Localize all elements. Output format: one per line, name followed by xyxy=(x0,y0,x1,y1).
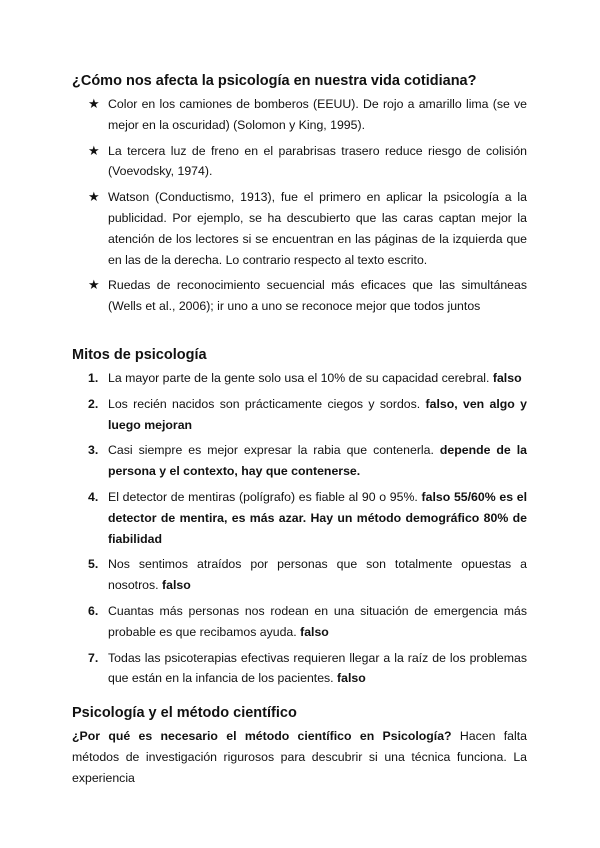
myth-item xyxy=(72,440,527,482)
myth-text: Los recién nacidos son prácticamente ciegos y sordos. xyxy=(108,396,421,411)
myth-item xyxy=(72,487,527,549)
list-item-text: Color en los camiones de bomberos (EEUU). De rojo a amarillo lima (se ve mejor en la oscuridad) (Solomon y King, 1995). xyxy=(108,97,527,132)
myth-item xyxy=(72,601,527,643)
myth-number: 6. xyxy=(88,603,99,618)
myth-text: Nos sentimos atraídos por personas que son totalmente opuestas a nosotros. xyxy=(108,557,527,593)
list-item-text: La tercera luz de freno en el parabrisas trasero reduce riesgo de colisión (Voevodsky, 1974). xyxy=(108,143,527,179)
list-item xyxy=(72,275,527,317)
scientific-method-paragraph xyxy=(72,726,527,789)
list-item-text: Ruedas de reconocimiento secuencial más eficaces que las simultáneas (Wells et al., 2006); ir uno a uno se reconoce mejor que todos juntos xyxy=(108,278,527,314)
section-heading-daily-life: ¿Cómo nos afecta la psicología en nuestra vida cotidiana? xyxy=(72,73,477,89)
myth-item xyxy=(72,368,527,389)
myth-answer: falso xyxy=(337,671,366,686)
myth-answer: falso 55/60% es el detector de mentira, es más azar. Hay un método demográfico 80% de fiabilidad xyxy=(108,489,528,546)
myth-text: Casi siempre es mejor expresar la rabia que contenerla. xyxy=(108,443,434,458)
list-item xyxy=(72,141,527,183)
daily-life-list xyxy=(72,94,527,322)
star-bullet-icon: ★ xyxy=(88,142,100,158)
paragraph-lead-question: ¿Por qué es necesario el método científico en Psicología? xyxy=(72,729,452,743)
myth-answer: depende de la persona y el contexto, hay que contenerse. xyxy=(108,443,527,479)
myth-item xyxy=(72,554,527,596)
myth-number: 3. xyxy=(88,443,99,458)
myth-number: 4. xyxy=(88,489,99,504)
list-item xyxy=(72,94,527,136)
myth-answer: falso xyxy=(492,371,522,385)
myth-text: El detector de mentiras (polígrafo) es fiable al 90 o 95%. xyxy=(108,489,418,504)
myth-text: La mayor parte de la gente solo usa el 10% de su capacidad cerebral. xyxy=(108,371,490,385)
section-heading-myths: Mitos de psicología xyxy=(72,347,207,363)
myths-list xyxy=(72,368,527,694)
myth-answer: falso xyxy=(300,624,329,639)
myth-answer: falso, ven algo y luego mejoran xyxy=(108,396,527,432)
myth-number: 2. xyxy=(88,396,99,411)
myth-item xyxy=(72,394,527,436)
list-item-text: Watson (Conductismo, 1913), fue el primero en aplicar la psicología a la publicidad. Por ejemplo, se ha descubierto que las caras captan mejor la atención de los lectores si se encuentran en las páginas de la izquierda que en las de la derecha. Lo contrario respecto al texto escrito. xyxy=(108,190,527,267)
section-heading-scientific-method: Psicología y el método científico xyxy=(72,705,297,721)
myth-answer: falso xyxy=(162,578,191,593)
myth-item xyxy=(72,648,527,690)
star-bullet-icon: ★ xyxy=(88,96,100,111)
star-bullet-icon: ★ xyxy=(88,277,100,293)
myth-text: Todas las psicoterapias efectivas requieren llegar a la raíz de los problemas que están en la infancia de los pacientes. xyxy=(108,650,527,686)
myth-text: Cuantas más personas nos rodean en una situación de emergencia más probable es que recibamos ayuda. xyxy=(108,603,527,639)
paragraph-text: Hacen falta métodos de investigación rigurosos para descubrir si una técnica funciona. La experiencia xyxy=(72,729,527,785)
star-bullet-icon: ★ xyxy=(88,189,100,205)
list-item xyxy=(72,187,527,270)
myth-number: 5. xyxy=(88,557,99,572)
myth-number: 7. xyxy=(88,650,99,665)
myth-number: 1. xyxy=(88,371,99,385)
